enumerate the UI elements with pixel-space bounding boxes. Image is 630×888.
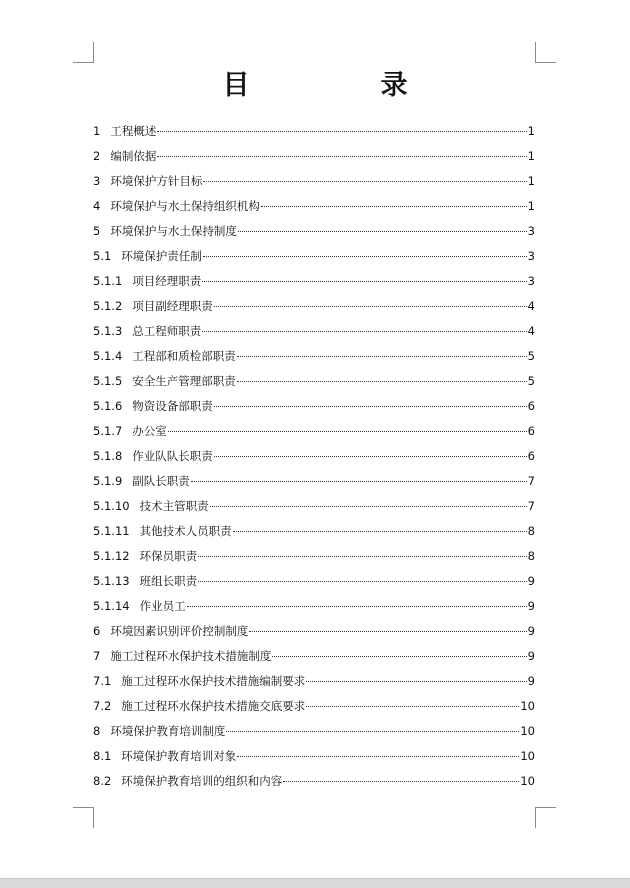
toc-dot-leader (306, 681, 526, 682)
toc-entry[interactable] (93, 744, 535, 769)
toc-entry-title: 环境因素识别评价控制制度 (110, 624, 249, 638)
toc-entry[interactable] (93, 169, 535, 194)
toc-entry[interactable] (93, 569, 535, 594)
toc-entry[interactable] (93, 519, 535, 544)
toc-dot-leader (237, 756, 519, 757)
toc-entry[interactable] (93, 719, 535, 744)
toc-entry-page-number: 9 (527, 599, 535, 613)
toc-dot-leader (198, 581, 527, 582)
toc-entry[interactable] (93, 419, 535, 444)
toc-entry-page-number: 1 (527, 124, 535, 138)
toc-entry[interactable] (93, 144, 535, 169)
toc-entry-title: 办公室 (132, 424, 167, 438)
toc-entry-page-number: 9 (527, 674, 535, 688)
toc-entry-number: 5.1.12 (93, 549, 130, 563)
toc-entry-page-number: 1 (527, 199, 535, 213)
toc-dot-leader (283, 781, 519, 782)
toc-dot-leader (226, 731, 519, 732)
toc-dot-leader (261, 206, 527, 207)
toc-entry-page-number: 6 (527, 424, 535, 438)
toc-entry-number: 5.1.10 (93, 499, 130, 513)
toc-dot-leader (214, 306, 527, 307)
toc-entry[interactable] (93, 244, 535, 269)
toc-entry-number: 5.1.8 (93, 449, 123, 463)
toc-entry-title: 工程概述 (110, 124, 157, 138)
toc-entry[interactable] (93, 369, 535, 394)
corner-mark-bottom-left (73, 807, 94, 828)
toc-entry-title: 环境保护教育培训的组织和内容 (121, 774, 283, 788)
toc-entry[interactable] (93, 594, 535, 619)
toc-entry-title: 环境保护教育培训对象 (121, 749, 237, 763)
toc-entry-page-number: 7 (527, 499, 535, 513)
toc-entry-page-number: 3 (527, 224, 535, 238)
toc-dot-leader (203, 181, 526, 182)
toc-dot-leader (214, 406, 527, 407)
toc-entry-title: 项目副经理职责 (132, 299, 213, 313)
toc-entry[interactable] (93, 619, 535, 644)
toc-entry-page-number: 8 (527, 549, 535, 563)
toc-entry-page-number: 9 (527, 624, 535, 638)
toc-entry-number: 6 (93, 624, 101, 638)
corner-mark-top-left (73, 42, 94, 63)
toc-entry-number: 5 (93, 224, 101, 238)
toc-dot-leader (157, 131, 526, 132)
toc-entry-page-number: 9 (527, 574, 535, 588)
toc-entry-number: 8 (93, 724, 101, 738)
toc-entry-title: 施工过程环水保护技术措施交底要求 (121, 699, 306, 713)
toc-entry-number: 3 (93, 174, 101, 188)
toc-entry-page-number: 8 (527, 524, 535, 538)
toc-entry[interactable] (93, 644, 535, 669)
toc-entry-number: 7 (93, 649, 101, 663)
toc-dot-leader (237, 381, 527, 382)
toc-entry-title: 作业队队长职责 (132, 449, 213, 463)
toc-entry-page-number: 10 (520, 749, 535, 763)
toc-entry-title: 技术主管职责 (139, 499, 209, 513)
toc-dot-leader (214, 456, 527, 457)
toc-entry[interactable] (93, 219, 535, 244)
toc-entry[interactable] (93, 669, 535, 694)
toc-dot-leader (168, 431, 527, 432)
toc-entry[interactable] (93, 694, 535, 719)
toc-entry-page-number: 3 (527, 274, 535, 288)
toc-entry-page-number: 1 (527, 174, 535, 188)
toc-entry[interactable] (93, 444, 535, 469)
toc-dot-leader (191, 481, 527, 482)
toc-entry-page-number: 10 (520, 774, 535, 788)
toc-entry-number: 5.1.14 (93, 599, 130, 613)
toc-entry-title: 作业员工 (139, 599, 186, 613)
toc-entry[interactable] (93, 469, 535, 494)
toc-entry-number: 7.2 (93, 699, 112, 713)
toc-dot-leader (272, 656, 526, 657)
toc-entry-title: 施工过程环水保护技术措施制度 (110, 649, 272, 663)
toc-entry-title: 编制依据 (110, 149, 157, 163)
toc-entry-number: 5.1.4 (93, 349, 123, 363)
toc-entry-number: 2 (93, 149, 101, 163)
toc-entry-page-number: 9 (527, 649, 535, 663)
toc-entry[interactable] (93, 294, 535, 319)
toc-title: 目 录 (222, 70, 460, 101)
toc-entry-page-number: 5 (527, 349, 535, 363)
toc-dot-leader (306, 706, 519, 707)
toc-entry-page-number: 7 (527, 474, 535, 488)
toc-entry-number: 5.1.1 (93, 274, 123, 288)
toc-entry-page-number: 6 (527, 449, 535, 463)
toc-entry-title: 环境保护方针目标 (110, 174, 203, 188)
toc-dot-leader (157, 156, 526, 157)
toc-entry-title: 副队长职责 (132, 474, 190, 488)
toc-entry-title: 安全生产管理部职责 (132, 374, 236, 388)
toc-entry[interactable] (93, 319, 535, 344)
toc-entry-title: 环保员职责 (139, 549, 198, 563)
toc-dot-leader (202, 331, 526, 332)
toc-entry-page-number: 10 (520, 699, 535, 713)
toc-entry-page-number: 6 (527, 399, 535, 413)
toc-entry[interactable] (93, 119, 535, 144)
toc-entry[interactable] (93, 194, 535, 219)
toc-dot-leader (187, 606, 527, 607)
toc-entry-number: 8.2 (93, 774, 112, 788)
table-of-contents (93, 119, 535, 794)
toc-entry-title: 其他技术人员职责 (139, 524, 232, 538)
toc-entry-number: 5.1.3 (93, 324, 123, 338)
toc-entry-title: 班组长职责 (139, 574, 198, 588)
toc-entry-title: 环境保护与水土保持制度 (110, 224, 237, 238)
toc-entry[interactable] (93, 769, 535, 794)
toc-entry-title: 环境保护与水土保持组织机构 (110, 199, 260, 213)
toc-entry-number: 5.1.9 (93, 474, 123, 488)
toc-dot-leader (203, 256, 527, 257)
toc-entry-title: 项目经理职责 (132, 274, 202, 288)
toc-entry-title: 总工程师职责 (132, 324, 202, 338)
corner-mark-bottom-right (535, 807, 556, 828)
toc-dot-leader (249, 631, 526, 632)
toc-entry-title: 物资设备部职责 (132, 399, 213, 413)
toc-entry-number: 5.1.11 (93, 524, 130, 538)
toc-entry[interactable] (93, 394, 535, 419)
toc-entry[interactable] (93, 344, 535, 369)
toc-entry[interactable] (93, 269, 535, 294)
toc-entry-page-number: 10 (520, 724, 535, 738)
toc-dot-leader (237, 356, 527, 357)
toc-entry[interactable] (93, 494, 535, 519)
toc-entry-number: 5.1.2 (93, 299, 123, 313)
toc-entry-page-number: 4 (527, 324, 535, 338)
toc-entry-title: 环境保护教育培训制度 (110, 724, 226, 738)
toc-dot-leader (202, 281, 526, 282)
toc-entry-number: 1 (93, 124, 101, 138)
toc-entry-title: 工程部和质检部职责 (132, 349, 236, 363)
toc-entry-page-number: 4 (527, 299, 535, 313)
toc-entry-page-number: 3 (527, 249, 535, 263)
toc-entry-number: 5.1.6 (93, 399, 123, 413)
toc-entry[interactable] (93, 544, 535, 569)
toc-entry-number: 8.1 (93, 749, 112, 763)
toc-dot-leader (238, 231, 527, 232)
toc-entry-number: 5.1.13 (93, 574, 130, 588)
toc-dot-leader (198, 556, 527, 557)
toc-entry-page-number: 5 (527, 374, 535, 388)
toc-entry-title: 环境保护责任制 (121, 249, 202, 263)
toc-entry-title: 施工过程环水保护技术措施编制要求 (121, 674, 306, 688)
corner-mark-top-right (535, 42, 556, 63)
toc-dot-leader (233, 531, 527, 532)
toc-dot-leader (210, 506, 527, 507)
toc-entry-number: 5.1.7 (93, 424, 123, 438)
toc-entry-number: 4 (93, 199, 101, 213)
toc-entry-page-number: 1 (527, 149, 535, 163)
toc-entry-number: 5.1.5 (93, 374, 123, 388)
toc-entry-number: 5.1 (93, 249, 112, 263)
toc-entry-number: 7.1 (93, 674, 112, 688)
